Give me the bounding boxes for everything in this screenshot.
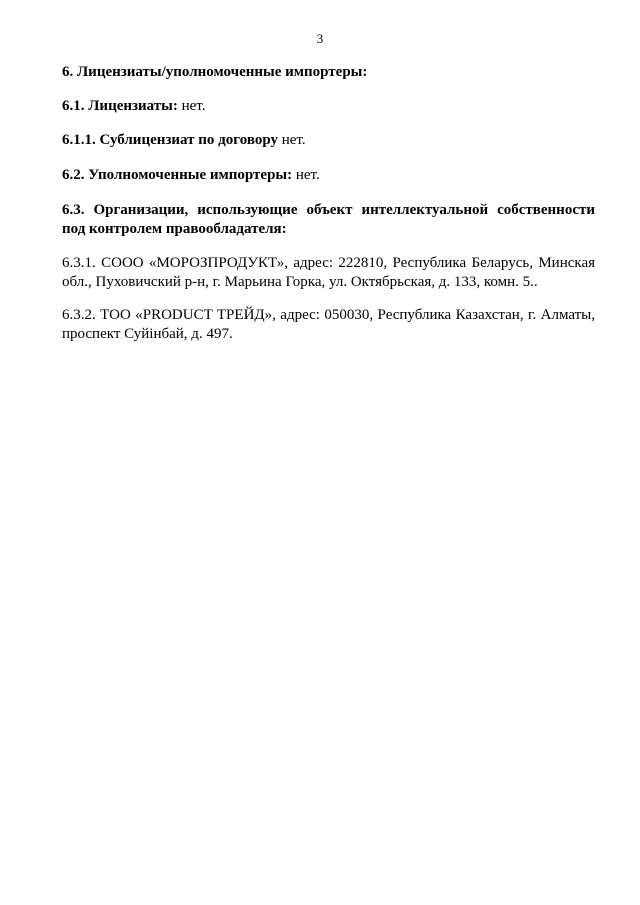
section-6-1-value: нет. [177, 98, 206, 114]
section-6-2-label: 6.2. Уполномоченные импортеры: [62, 167, 293, 183]
section-6-3-title-line1: 6.3. Организации, использующие объект интеллектуальной собственности [62, 202, 595, 218]
section-6-1-1-value: нет. [277, 132, 306, 148]
section-6-2-value: нет. [292, 167, 320, 183]
section-6-3-2-line2: проспект Суйінбай, д. 497. [62, 326, 233, 342]
section-6-1-1 [62, 131, 595, 150]
section-6-title-text: 6. Лицензиаты/уполномоченные импортеры: [62, 64, 368, 80]
section-6-title [62, 63, 595, 82]
section-6-1 [62, 97, 595, 116]
section-6-3-1-line1: 6.3.1. СООО «МОРОЗПРОДУКТ», адрес: 222810, Республика Беларусь, Минская [62, 255, 595, 271]
page-number: 3 [316, 31, 324, 46]
section-6-3-2 [62, 306, 595, 344]
section-6-3-title-line2: под контролем правообладателя: [62, 221, 287, 237]
section-6-3-1 [62, 254, 595, 292]
section-6-3-1-line2: обл., Пуховичский р-н, г. Марьина Горка, ул. Октябрьская, д. 133, комн. 5.. [62, 274, 538, 290]
section-6-1-label: 6.1. Лицензиаты: [62, 98, 178, 114]
section-6-2 [62, 166, 595, 185]
section-6-1-1-label: 6.1.1. Сублицензиат по договору [62, 132, 278, 148]
section-6-3-title [62, 201, 595, 239]
section-6-3-2-line1: 6.3.2. ТОО «PRODUCT ТРЕЙД», адрес: 050030, Республика Казахстан, г. Алматы, [62, 307, 595, 323]
